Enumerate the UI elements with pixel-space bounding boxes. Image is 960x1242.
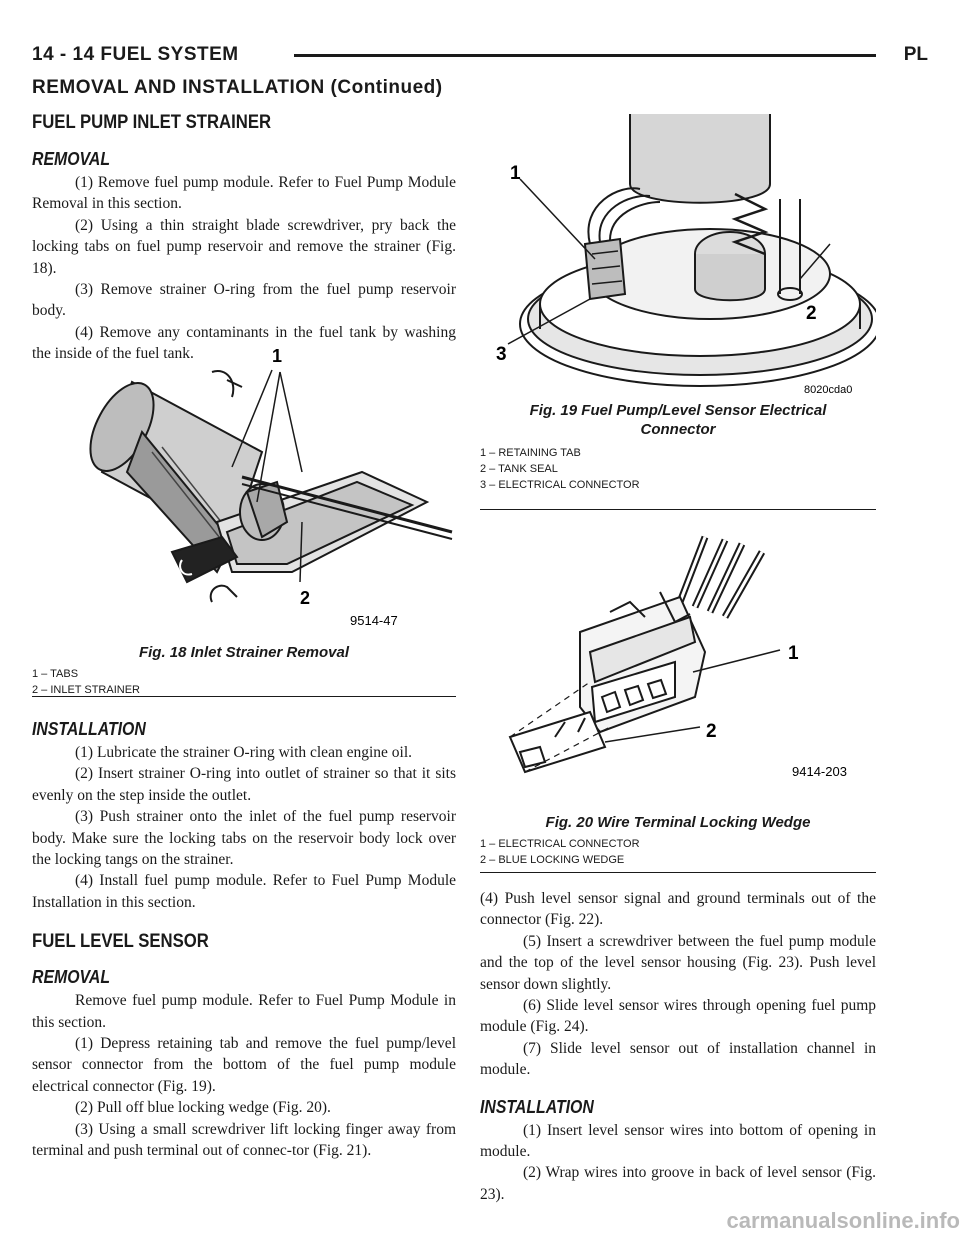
removal-step: (1) Remove fuel pump module. Refer to Fuel Pump Module Removal in this section. [32, 174, 456, 213]
fig18-code: 9514-47 [350, 613, 398, 628]
fig19-callout-2: 2 [806, 303, 817, 324]
figure-19 [480, 114, 876, 510]
fig18-callout-2: 2 [300, 588, 311, 608]
header-rule [294, 54, 876, 57]
removal-step: (2) Using a thin straight blade screwdriver, pry back the locking tabs on fuel pump reservoir and remove the strainer (Fig. 18). [32, 216, 456, 277]
installation-step: (4) Install fuel pump module. Refer to Fuel Pump Module Installation in this section. [32, 872, 456, 911]
installation-step: (1) Lubricate the strainer O-ring with clean engine oil. [75, 744, 412, 761]
fig18-caption: Fig. 18 Inlet Strainer Removal [138, 644, 350, 661]
removal-step: (4) Remove any contaminants in the fuel tank by washing the inside of the fuel tank. [32, 323, 456, 363]
figure-rule [480, 872, 876, 873]
fig20-callout-2: 2 [706, 721, 717, 742]
fig19-legend [480, 445, 876, 493]
fig18-legend [32, 666, 456, 698]
figure-20 [480, 522, 876, 873]
sensor-installation-step: (1) Insert level sensor wires into bottom of opening in module. [480, 1121, 876, 1161]
watermark: carmanualsonline.info [726, 1208, 960, 1233]
left-column-top [32, 112, 456, 365]
legend-item: 1 – RETAINING TAB [480, 447, 581, 459]
sensor-removal-step: (3) Using a small screwdriver lift locking finger away from terminal and push terminal out of connec-tor (Fig. 21). [32, 1120, 456, 1160]
legend-item: 1 – TABS [32, 668, 79, 680]
figure-rule [32, 696, 456, 697]
right-column-text [480, 888, 876, 1205]
fig20-caption: Fig. 20 Wire Terminal Locking Wedge [545, 814, 811, 831]
installation-step: (2) Insert strainer O-ring into outlet of strainer so that it sits evenly on the step inside the outlet. [32, 765, 456, 804]
sensor-installation-title: INSTALLATION [480, 1096, 594, 1117]
fig19-caption: Fig. 19 Fuel Pump/Level Sensor Electrical Connector [529, 402, 827, 438]
continued-title: REMOVAL AND INSTALLATION (Continued) [32, 77, 443, 98]
sensor-installation-step: (2) Wrap wires into groove in back of level sensor (Fig. 23). [480, 1164, 876, 1203]
strainer-installation-title: INSTALLATION [32, 719, 146, 739]
fig19-callout-3: 3 [496, 344, 507, 365]
installation-step: (3) Push strainer onto the inlet of the fuel pump reservoir body. Make sure the locking tabs on the reservoir body lock over the locking tangs on the strainer. [32, 808, 456, 869]
fuel-pump-connector-illustration [480, 114, 876, 396]
legend-item: 2 – BLUE LOCKING WEDGE [480, 854, 625, 866]
removal-step: (3) Remove strainer O-ring from the fuel pump reservoir body. [32, 281, 456, 320]
fig20-code: 9414-203 [792, 764, 847, 779]
fig19-code: 8020cda0 [804, 384, 853, 396]
strainer-removal-title: REMOVAL [32, 149, 111, 169]
legend-item: 2 – INLET STRAINER [32, 684, 140, 696]
fig20-legend [480, 836, 876, 868]
figure-18 [32, 342, 456, 697]
strainer-title: FUEL PUMP INLET STRAINER [32, 112, 272, 133]
fig19-callout-1: 1 [510, 163, 521, 184]
inlet-strainer-illustration [32, 342, 456, 632]
sensor-removal-step: (2) Pull off blue locking wedge (Fig. 20). [75, 1099, 331, 1117]
sensor-removal-step: (6) Slide level sensor wires through opening fuel pump module (Fig. 24). [480, 997, 876, 1036]
figure-rule [480, 509, 876, 510]
fig18-callout-1: 1 [272, 346, 283, 366]
sensor-removal-step: Remove fuel pump module. Refer to Fuel Pump Module in this section. [32, 992, 456, 1031]
sensor-removal-title: REMOVAL [32, 967, 111, 988]
page-number-section: 14 - 14 FUEL SYSTEM [32, 44, 239, 65]
sensor-title: FUEL LEVEL SENSOR [32, 931, 209, 953]
fig20-callout-1: 1 [788, 643, 799, 664]
legend-item: 2 – TANK SEAL [480, 463, 558, 475]
sensor-removal-step: (4) Push level sensor signal and ground terminals out of the connector (Fig. 22). [480, 890, 876, 929]
legend-item: 1 – ELECTRICAL CONNECTOR [480, 838, 640, 850]
wire-terminal-wedge-illustration [480, 522, 876, 784]
sensor-removal-step: (7) Slide level sensor out of installation channel in module. [480, 1039, 876, 1079]
sensor-removal-step: (5) Insert a screwdriver between the fuel pump module and the top of the level sensor housing (Fig. 23). Push level sensor down slightly. [480, 932, 876, 993]
sensor-removal-step: (1) Depress retaining tab and remove the fuel pump/level sensor connector from the bottom of the fuel pump module electrical connector (Fig. 19). [32, 1035, 456, 1095]
legend-item: 3 – ELECTRICAL CONNECTOR [480, 479, 640, 491]
page-header [32, 44, 928, 64]
left-column-bottom [32, 719, 456, 1162]
manual-code: PL [903, 44, 928, 65]
